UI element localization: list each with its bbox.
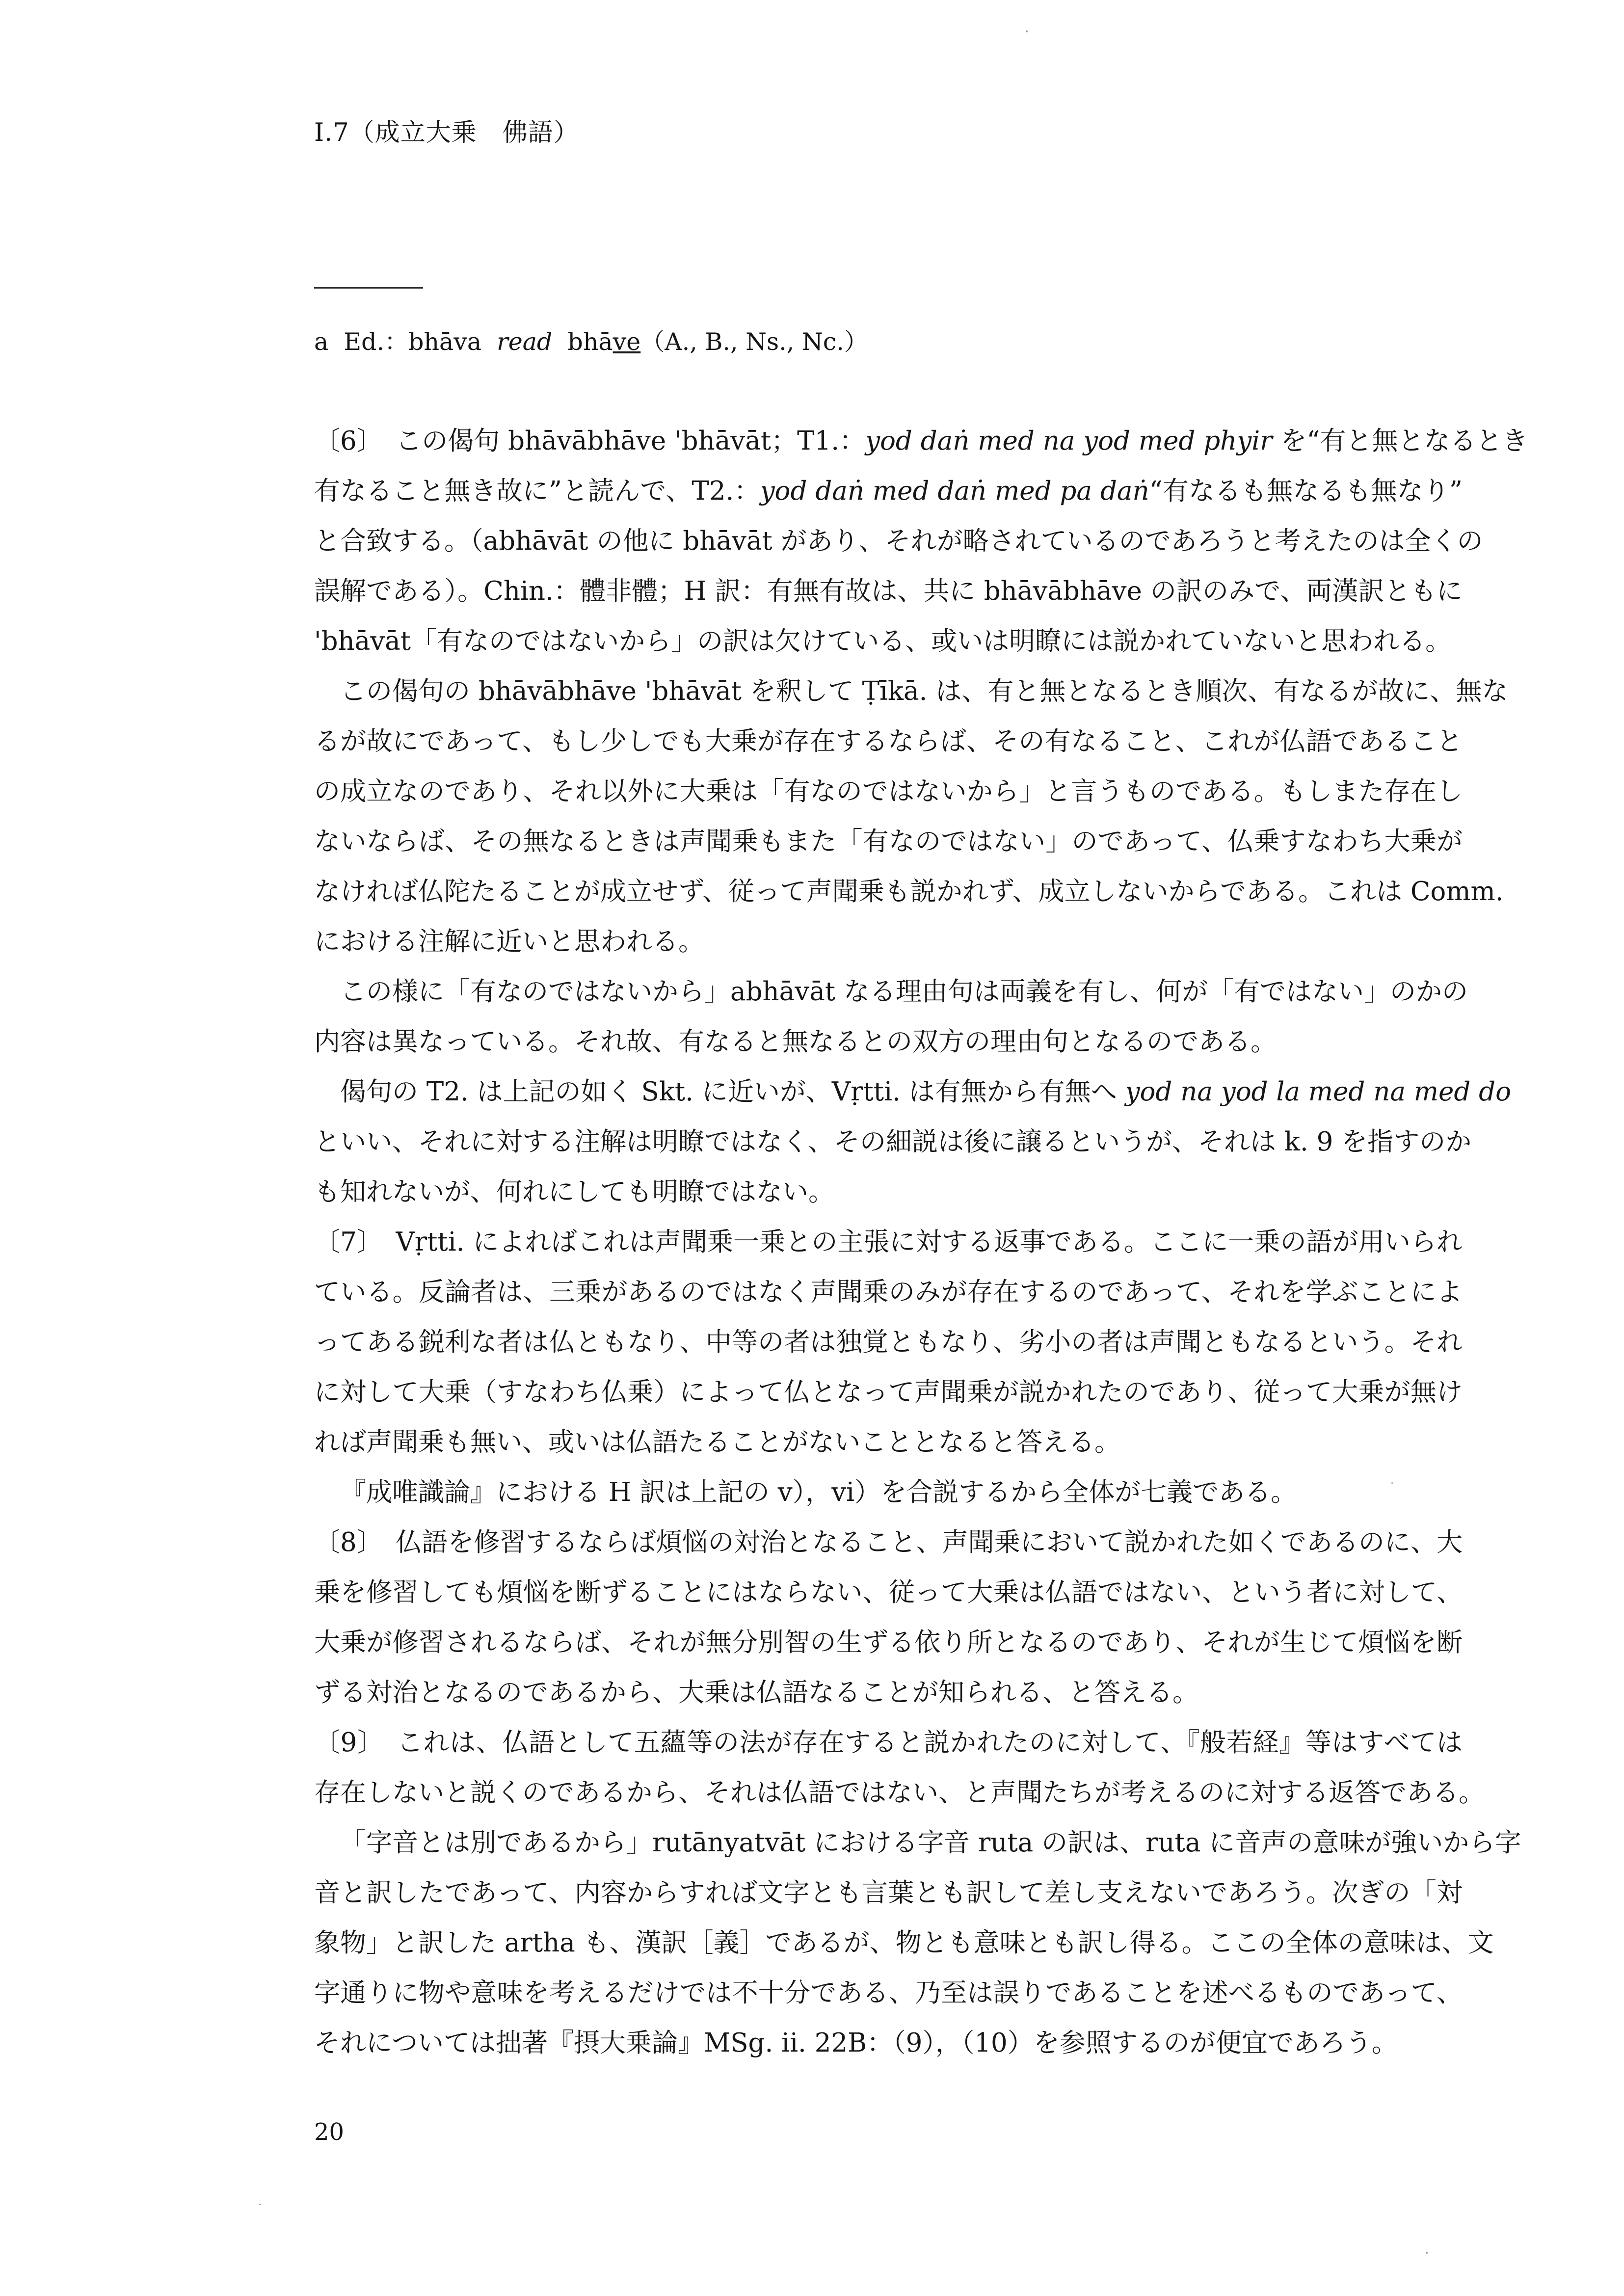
text-run: といい、それに対する注解は明瞭ではなく、その細説は後に譲るというが、それは k. 9 を指すのか: [314, 1127, 1472, 1157]
text-run: 存在しないと説くのであるから、それは仏語ではない、と声聞たちが考えるのに対する返答である。: [314, 1778, 1485, 1808]
text-run: に対して大乗（すなわち仏乗）によって仏となって声聞乗が説かれたのであり、従って大乗が無け: [314, 1377, 1463, 1407]
text-line: [314, 1818, 1521, 1868]
text-run: 内容は異なっている。それ故、有なると無なるとの双方の理由句となるのである。: [314, 1027, 1277, 1057]
text-line: [314, 1017, 1463, 1067]
text-run: 〔7〕 Vṛtti. によればこれは声聞乗一乗との主張に対する返事である。ここに一乗の語が用いられ: [314, 1227, 1463, 1257]
text-line: [314, 1968, 1463, 2018]
text-run: 乗を修習しても煩悩を断ずることにはならない、従って大乗は仏語ではない、という者に対して、: [314, 1577, 1463, 1607]
text-run: この様に「有なのではないから」abhāvāt なる理由句は両義を有し、何が「有ではない」のかの: [340, 977, 1468, 1007]
text-run: それについては拙著『摂大乗論』MSg. ii. 22B：（9），（10）を参照するのが便宜であろう。: [314, 2028, 1398, 2058]
text-line: [314, 1868, 1463, 1918]
footnote-pre: Ed.：bhāva: [344, 328, 482, 356]
text-line: [314, 1568, 1463, 1618]
text-line: [314, 1367, 1463, 1417]
text-line: [314, 2018, 1463, 2068]
text-line: [314, 466, 1463, 516]
text-line: [314, 1167, 1463, 1217]
text-line: [314, 717, 1463, 767]
text-run: ている。反論者は、三乗があるのではなく声聞乗のみが存在するのであって、それを学ぶことによ: [314, 1277, 1463, 1307]
text-line: [314, 767, 1463, 817]
text-run: と合致する。（abhāvāt の他に bhāvāt があり、それが略されているのであろうと考えたのは全くの: [314, 526, 1483, 556]
tibetan-italic-text: yod daṅ med daṅ med pa daṅ: [760, 476, 1149, 506]
text-line: [314, 1618, 1463, 1668]
footnote-word-plain: bhā: [567, 328, 613, 356]
tibetan-italic-text: yod na yod la med na med do: [1125, 1077, 1512, 1107]
footnote-word-underlined: ve: [612, 328, 641, 356]
text-line: [314, 917, 1463, 967]
text-run: も知れないが、何れにしても明瞭ではない。: [314, 1177, 834, 1207]
footnote: [314, 323, 868, 357]
text-line: [314, 416, 1528, 466]
text-run: 〔8〕 仏語を修習するならば煩悩の対治となること、声聞乗において説かれた如くであるのに、大: [314, 1527, 1463, 1557]
scan-speck: [1026, 30, 1028, 32]
text-line: [314, 967, 1468, 1017]
text-line: [314, 1417, 1463, 1468]
text-run: ずる対治となるのであるから、大乗は仏語なることが知られる、と答える。: [314, 1678, 1198, 1708]
text-run: 'bhāvāt「有なのではないから」の訳は欠けている、或いは明瞭には説かれていないと思われる。: [314, 626, 1452, 656]
text-line: [314, 1668, 1463, 1718]
text-run: 音と訳したであって、内容からすれば文字とも言葉とも訳して差し支えないであろう。次ぎの「対: [314, 1878, 1463, 1908]
text-run: 字通りに物や意味を考えるだけでは不十分である、乃至は誤りであることを述べるものであって、: [314, 1978, 1463, 2008]
text-line: [314, 817, 1463, 867]
text-run: 誤解である）。Chin.：體非體；H 訳：有無有故は、共に bhāvābhāve の訳のみで、両漢訳ともに: [314, 576, 1463, 606]
text-run: ないならば、その無なるときは声聞乗もまた「有なのではない」のであって、仏乗すなわち大乗が: [314, 827, 1463, 856]
footnote-word: [567, 328, 640, 356]
text-run: 『成唯識論』における H 訳は上記の v），vi）を合説するから全体が七義である。: [340, 1477, 1297, 1507]
text-line: [314, 1718, 1463, 1768]
text-run: 〔9〕 これは、仏語として五蘊等の法が存在すると説かれたのに対して、『般若経』等はすべては: [314, 1728, 1463, 1758]
text-run: 〔6〕 この偈句 bhāvābhāve 'bhāvāt；T1.：: [314, 426, 866, 456]
text-line: [314, 1217, 1463, 1267]
text-run: を“有と無となるとき: [1272, 426, 1528, 456]
text-line: [314, 1468, 1463, 1518]
page-number: 20: [314, 2118, 345, 2146]
text-line: [314, 616, 1463, 667]
text-line: [314, 1117, 1472, 1167]
footnote-sources: （A., B., Ns., Nc.）: [640, 328, 868, 356]
text-line: [314, 1267, 1463, 1317]
text-run: 偈句の T2. は上記の如く Skt. に近いが、Vṛtti. は有無から有無へ: [340, 1077, 1125, 1107]
text-run: の成立なのであり、それ以外に大乗は「有なのではないから」と言うものである。もしまた存在し: [314, 776, 1463, 806]
text-run: 象物」と訳した artha も、漢訳［義］であるが、物とも意味とも訳し得る。ここの全体の意味は、文: [314, 1928, 1494, 1958]
running-head: I.7（成立大乗 佛語）: [314, 118, 579, 147]
commentary-body: [314, 416, 1528, 2068]
text-run: における注解に近いと思われる。: [314, 927, 704, 957]
text-line: [314, 1317, 1463, 1367]
text-line: [314, 516, 1483, 566]
footnote-separator-rule: [314, 287, 423, 289]
scan-speck: [1391, 1482, 1393, 1484]
text-line: [314, 1518, 1463, 1568]
footnote-read-emphasis: read: [497, 328, 553, 356]
scan-speck: [259, 2204, 261, 2205]
text-run: るが故にであって、もし少しでも大乗が存在するならば、その有なること、これが仏語であること: [314, 726, 1463, 756]
text-run: “有なるも無なるも無なり”: [1149, 476, 1463, 506]
text-run: 「字音とは別であるから」rutānyatvāt における字音 ruta の訳は、ruta に音声の意味が強いから字: [340, 1828, 1521, 1858]
text-line: [314, 867, 1504, 917]
text-run: ってある鋭利な者は仏ともなり、中等の者は独覚ともなり、劣小の者は声聞ともなるという。それ: [314, 1327, 1463, 1357]
text-run: なければ仏陀たることが成立せず、従って声聞乗も説かれず、成立しないからである。これは Comm.: [314, 877, 1504, 907]
text-run: この偈句の bhāvābhāve 'bhāvāt を釈して Ṭīkā. は、有と無となるとき順次、有なるが故に、無な: [340, 676, 1508, 706]
text-run: 大乗が修習されるならば、それが無分別智の生ずる依り所となるのであり、それが生じて煩悩を断: [314, 1628, 1463, 1657]
text-line: [314, 566, 1463, 616]
tibetan-italic-text: yod daṅ med na yod med phyir: [865, 426, 1273, 456]
text-line: [314, 1067, 1512, 1117]
text-line: [314, 667, 1508, 717]
scan-speck: [1426, 2252, 1428, 2254]
footnote-marker: a: [314, 328, 329, 356]
text-run: れば声聞乗も無い、或いは仏語たることがないこととなると答える。: [314, 1427, 1120, 1457]
text-run: 有なること無き故に”と読んで、T2.：: [314, 476, 760, 506]
text-line: [314, 1768, 1485, 1818]
text-line: [314, 1918, 1494, 1968]
